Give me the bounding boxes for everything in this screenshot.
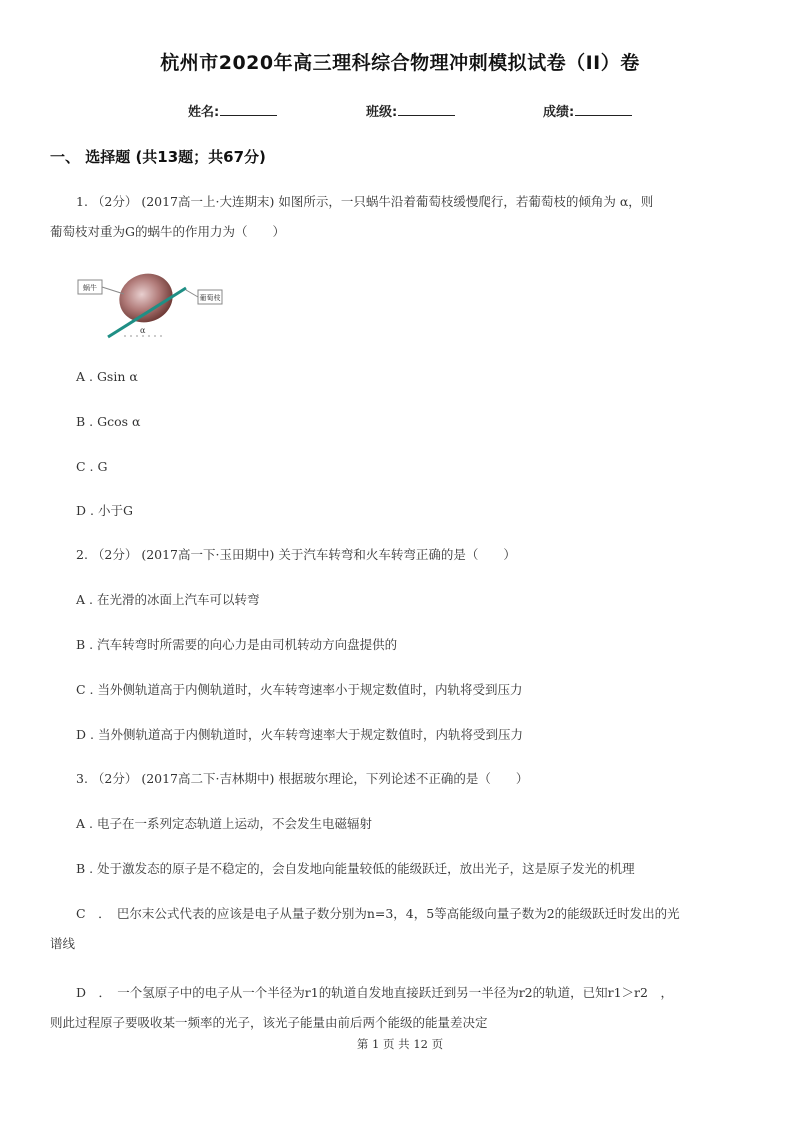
question-1-option-d: D . 小于G (76, 503, 133, 518)
question-1-stem-line1: 1. （2分） (2017高一上·大连期末) 如图所示，一只蜗牛沿着葡萄枝缓慢爬行，若葡萄枝的倾角为 α，则 (76, 194, 654, 209)
snail-diagram-icon (76, 270, 226, 340)
question-3-option-a: A . 电子在一系列定态轨道上运动，不会发生电磁辐射 (76, 816, 372, 831)
question-1-option-b: B . Gcos α (76, 414, 141, 429)
snail-on-branch-figure (76, 270, 226, 340)
question-2-option-a: A . 在光滑的冰面上汽车可以转弯 (76, 592, 260, 607)
page-footer: 第 1 页 共 12 页 (356, 1037, 444, 1051)
score-blank (575, 103, 632, 116)
question-2-option-c: C . 当外侧轨道高于内侧轨道时，火车转弯速率小于规定数值时，内轨将受到压力 (76, 682, 523, 697)
question-1-option-c: C . G (76, 459, 108, 474)
name-label: 姓名: (188, 105, 220, 120)
svg-text:α: α (140, 326, 146, 335)
question-3-option-c-line1: C ． 巴尔末公式代表的应该是电子从量子数分别为n=3，4，5等高能级向量子数为2的能级跃迁时发出的光 (76, 906, 680, 921)
svg-text:葡萄枝: 葡萄枝 (199, 294, 221, 302)
question-2-option-b: B . 汽车转弯时所需要的向心力是由司机转动方向盘提供的 (76, 637, 398, 652)
question-1-stem-line2: 葡萄枝对重为G的蜗牛的作用力为（ ） (50, 224, 285, 239)
svg-text:蜗牛: 蜗牛 (83, 284, 97, 292)
class-field (366, 101, 455, 120)
question-2-option-d: D . 当外侧轨道高于内侧轨道时，火车转弯速率大于规定数值时，内轨将受到压力 (76, 727, 523, 742)
question-3-option-d-line2: 则此过程原子要吸收某一频率的光子，该光子能量由前后两个能级的能量差决定 (50, 1015, 488, 1030)
question-2-stem: 2. （2分） (2017高一下·玉田期中) 关于汽车转弯和火车转弯正确的是（ ） (76, 547, 516, 562)
question-3-option-c-line2: 谱线 (50, 936, 76, 951)
score-label: 成绩: (543, 105, 575, 120)
question-1-option-a: A . Gsin α (76, 369, 138, 384)
question-3-option-d-line1: D ． 一个氢原子中的电子从一个半径为r1的轨道自发地直接跃迁到另一半径为r2的轨道，已知r1＞r2 ， (76, 985, 673, 1000)
score-field (543, 101, 632, 120)
section-heading: 一、 选择题 (共13题；共67分) (50, 148, 266, 166)
name-field (188, 101, 277, 120)
question-3-option-b: B . 处于激发态的原子是不稳定的，会自发地向能量较低的能级跃迁，放出光子，这是原子发光的机理 (76, 861, 635, 876)
class-label: 班级: (366, 105, 398, 120)
name-blank (220, 103, 277, 116)
class-blank (398, 103, 455, 116)
document-title: 杭州市2020年高三理科综合物理冲刺模拟试卷（II）卷 (160, 52, 640, 74)
question-3-stem: 3. （2分） (2017高二下·吉林期中) 根据玻尔理论，下列论述不正确的是（ ） (76, 771, 529, 786)
